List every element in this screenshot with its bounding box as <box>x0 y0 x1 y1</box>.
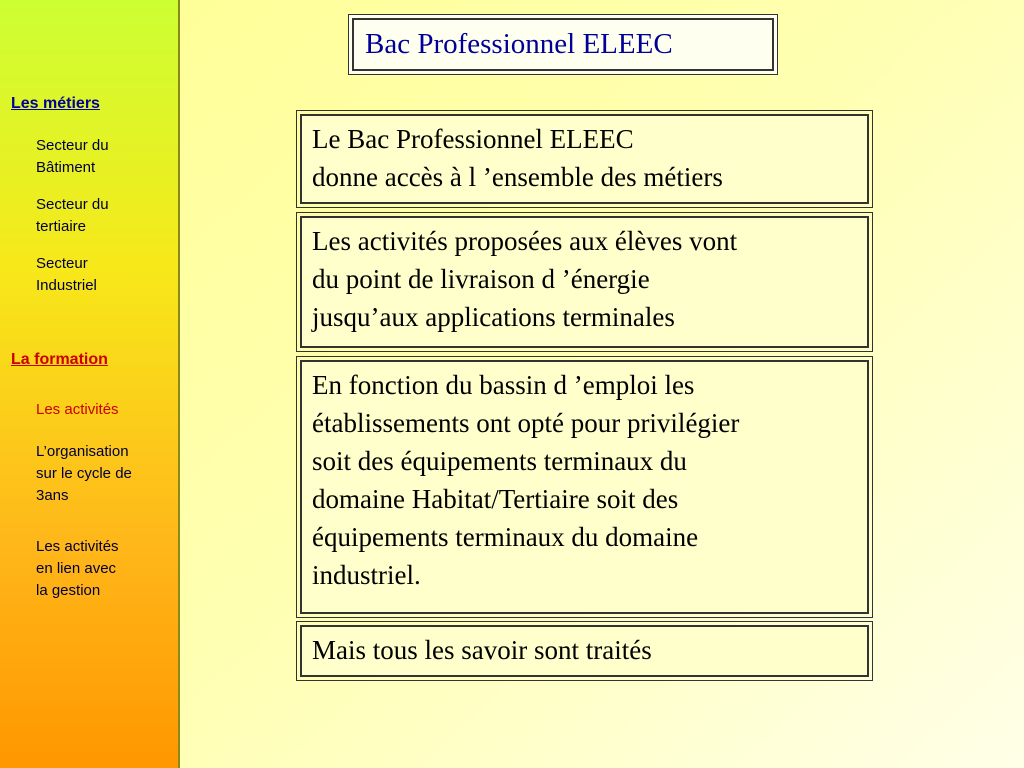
text-box-acces-metiers <box>296 110 873 208</box>
slide-title-box <box>348 14 778 75</box>
nav-item-activites-gestion[interactable]: Les activités en lien avec la gestion <box>36 538 119 599</box>
nav-heading-les-metiers[interactable]: Les métiers <box>11 95 100 112</box>
nav-item-les-activites[interactable]: Les activités <box>36 401 119 418</box>
text-line: établissements ont opté pour privilégier <box>312 408 740 438</box>
text-box-activites <box>296 212 873 352</box>
text-line: industriel. <box>312 560 421 590</box>
text-line: du point de livraison d ’énergie <box>312 264 650 294</box>
text-line: donne accès à l ’ensemble des métiers <box>312 162 723 192</box>
text-line: En fonction du bassin d ’emploi les <box>312 370 695 400</box>
text-box-bassin-emploi <box>296 356 873 618</box>
nav-item-organisation[interactable]: L’organisation sur le cycle de 3ans <box>36 443 132 504</box>
text-line: Les activités proposées aux élèves vont <box>312 226 738 256</box>
text-line: équipements terminaux du domaine <box>312 522 699 552</box>
sidebar-nav <box>0 0 180 768</box>
nav-item-industriel[interactable]: Secteur Industriel <box>36 255 97 294</box>
nav-item-tertiaire[interactable]: Secteur du tertiaire <box>36 196 109 235</box>
text-box-savoirs <box>296 621 873 681</box>
text-line: Mais tous les savoir sont traités <box>312 635 652 665</box>
nav-heading-la-formation[interactable]: La formation <box>11 351 108 368</box>
nav-item-batiment[interactable]: Secteur du Bâtiment <box>36 137 109 176</box>
text-line: domaine Habitat/Tertiaire soit des <box>312 484 679 514</box>
text-line: soit des équipements terminaux du <box>312 446 687 476</box>
text-line: jusqu’aux applications terminales <box>312 302 675 332</box>
text-line: Le Bac Professionnel ELEEC <box>312 124 634 154</box>
slide-title: Bac Professionnel ELEEC <box>352 18 774 71</box>
